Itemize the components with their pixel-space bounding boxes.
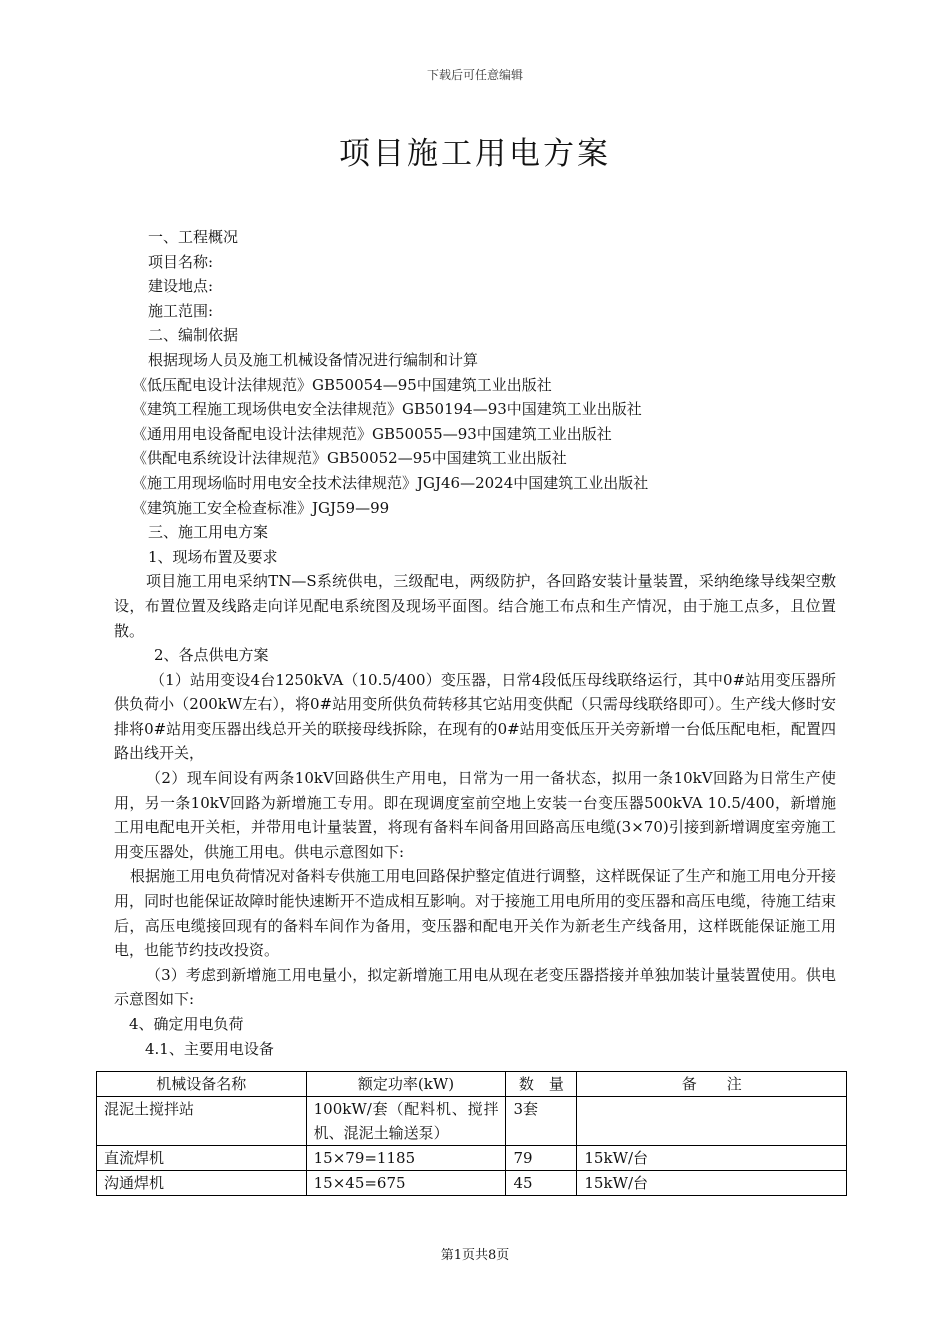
supply-paragraph-4: （3）考虑到新增施工用电量小，拟定新增施工用电从现在老变压器搭接并单独加装计量装置使用。供电示意图如下: <box>114 965 836 1009</box>
table-cell: 直流焊机 <box>97 1146 307 1171</box>
page-number: 第1页共8页 <box>440 1248 510 1263</box>
equipment-table <box>96 1071 847 1196</box>
standard-item: 《建筑施工安全检查标准》JGJ59—99 <box>132 498 390 517</box>
standard-item: 《低压配电设计法律规范》GB50054—95中国建筑工业出版社 <box>132 375 552 394</box>
subsection-heading-load: 4、确定用电负荷 <box>129 1015 244 1033</box>
section-heading-plan: 三、施工用电方案 <box>148 523 269 542</box>
table-cell: 15×45=675 <box>306 1171 506 1196</box>
standard-item: 《建筑工程施工现场供电安全法律规范》GB50194—93中国建筑工业出版社 <box>132 400 642 419</box>
table-cell: 100kW/套（配料机、搅拌机、混泥土输送泵） <box>306 1097 506 1146</box>
supply-paragraph-2: （2）现车间设有两条10kV回路供生产用电，日常为一用一备状态，拟用一条10kV回路为日常生产使用，另一条10kV回路为新增施工专用。即在现调度室前空地上安装一台变压器500kVA 10.5/400，新增施工用电配电开关柜，并带用电计量装置，将现有备料车间备用回路高压电缆(3×70)引接到新增调度室旁施工用变压器处，供施工用电。供电示意图如下: <box>114 769 836 861</box>
document-body <box>114 225 836 1061</box>
table-cell: 15×79=1185 <box>306 1146 506 1171</box>
supply-paragraph-3: 根据施工用电负荷情况对备料专供施工用电回路保护整定值进行调整，这样既保证了生产和施工用电分开接用，同时也能保证故障时能快速断开不造成相互影响。对于接施工用电所用的变压器和高压电缆，待施工结束后，高压电缆接回现有的备料车间作为备用，变压器和配电开关作为新老生产线备用，这样既能保证施工用电，也能节约技改投资。 <box>114 867 836 960</box>
section-heading-overview: 一、工程概况 <box>148 228 239 246</box>
table-cell: 15kW/台 <box>577 1146 847 1171</box>
column-header: 额定功率(kW) <box>306 1072 506 1097</box>
column-header: 数 量 <box>506 1072 577 1097</box>
table-cell: 沟通焊机 <box>97 1171 307 1196</box>
subsection-heading-equipment: 4.1、主要用电设备 <box>145 1039 274 1058</box>
table-row <box>97 1146 847 1171</box>
column-header: 机械设备名称 <box>97 1072 307 1097</box>
location-label: 建设地点: <box>148 277 214 296</box>
table-cell: 混泥土搅拌站 <box>97 1097 307 1146</box>
table-cell: 79 <box>506 1146 577 1171</box>
section-heading-basis: 二、编制依据 <box>148 326 239 345</box>
table-cell: 45 <box>506 1171 577 1196</box>
table-cell: 3套 <box>506 1097 577 1146</box>
standard-item: 《通用用电设备配电设计法律规范》GB50055—93中国建筑工业出版社 <box>132 424 612 443</box>
subsection-heading-layout: 1、现场布置及要求 <box>148 547 278 566</box>
column-header: 备 注 <box>577 1072 847 1097</box>
table-cell <box>577 1097 847 1146</box>
layout-paragraph: 项目施工用电采纳TN—S系统供电，三级配电，两级防护，各回路安装计量装置，采纳绝缘导线架空敷设，布置位置及线路走向详见配电系统图及现场平面图。结合施工布点和生产情况，由于施工点多，且位置散。 <box>114 572 836 640</box>
scope-label: 施工范围: <box>148 301 214 320</box>
page-title: 项目施工用电方案 <box>339 136 611 172</box>
basis-intro: 根据现场人员及施工机械设备情况进行编制和计算 <box>148 350 479 369</box>
table-header-row <box>97 1072 847 1097</box>
table-cell: 15kW/台 <box>577 1171 847 1196</box>
header-note: 下载后可任意编辑 <box>426 68 523 82</box>
project-name-label: 项目名称: <box>148 252 214 271</box>
standard-item: 《供配电系统设计法律规范》GB50052—95中国建筑工业出版社 <box>132 449 567 468</box>
table-row <box>97 1171 847 1196</box>
table-row <box>97 1097 847 1146</box>
subsection-heading-supply: 2、各点供电方案 <box>154 646 269 665</box>
supply-paragraph-1: （1）站用变设4台1250kVA（10.5/400）变压器，日常4段低压母线联络运行，其中0#站用变压器所供负荷小（200kW左右），将0#站用变所供负荷转移其它站用变供配（只需母线联络即可）。生产线大修时安排将0#站用变压器出线总开关的联接母线拆除，在现有的0#站用变低压开关旁新增一台低压配电柜，配置四路出线开关， <box>114 670 836 763</box>
standard-item: 《施工用现场临时用电安全技术法律规范》JGJ46—2024中国建筑工业出版社 <box>132 473 649 492</box>
